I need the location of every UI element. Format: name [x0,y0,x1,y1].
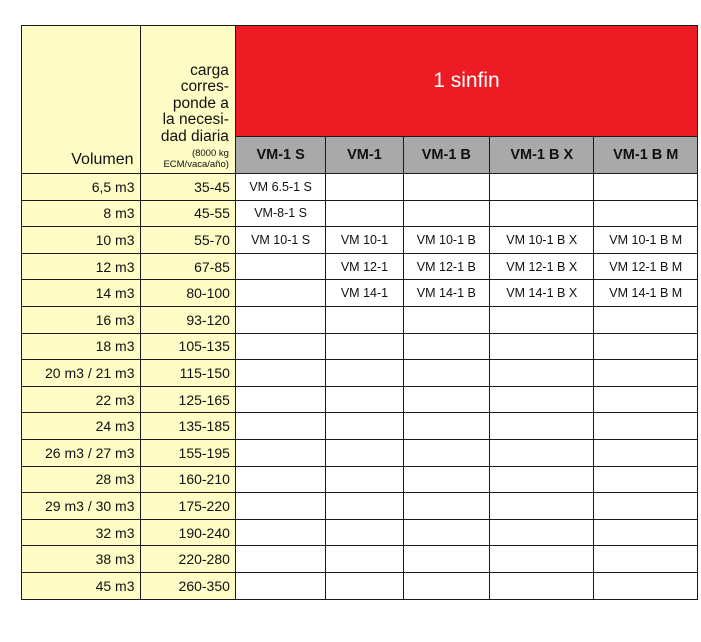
model-cell [326,466,403,493]
model-cell [235,253,325,280]
carga-cell: 125-165 [140,386,235,413]
model-cell [594,333,698,360]
model-cell [490,466,594,493]
table-row [22,466,698,493]
model-cell [326,200,403,227]
model-cell [235,439,325,466]
model-cell [235,360,325,387]
model-cell [326,333,403,360]
table-row [22,519,698,546]
volumen-cell: 29 m3 / 30 m3 [22,493,141,520]
model-header-vm-1: VM-1 [326,137,403,174]
model-cell [326,572,403,599]
model-cell [235,306,325,333]
volumen-cell: 38 m3 [22,546,141,573]
model-cell: VM 14-1 B X [490,280,594,307]
carga-cell: 160-210 [140,466,235,493]
model-cell [326,493,403,520]
carga-cell: 80-100 [140,280,235,307]
model-header-vm-1-b-m: VM-1 B M [594,137,698,174]
model-cell [326,439,403,466]
model-cell: VM 12-1 B X [490,253,594,280]
volumen-cell: 16 m3 [22,306,141,333]
model-cell [594,360,698,387]
model-cell [490,493,594,520]
model-cell [490,386,594,413]
model-header-vm-1-s: VM-1 S [235,137,325,174]
table-row [22,280,698,307]
volumen-cell: 12 m3 [22,253,141,280]
model-selection-table [21,25,698,600]
carga-cell: 135-185 [140,413,235,440]
model-cell: VM 14-1 B [403,280,489,307]
model-cell: VM 10-1 B X [490,227,594,254]
volumen-cell: 24 m3 [22,413,141,440]
model-cell [403,519,489,546]
model-header-vm-1-b-x: VM-1 B X [490,137,594,174]
carga-cell: 175-220 [140,493,235,520]
model-cell [235,333,325,360]
model-cell [594,200,698,227]
model-cell [490,519,594,546]
model-cell [326,360,403,387]
model-cell [235,519,325,546]
model-cell [403,439,489,466]
model-cell [594,439,698,466]
model-cell [403,200,489,227]
model-cell [235,546,325,573]
model-cell [326,413,403,440]
model-cell [235,466,325,493]
model-cell [403,174,489,201]
carga-cell: 105-135 [140,333,235,360]
model-cell: VM 10-1 B [403,227,489,254]
volumen-cell: 8 m3 [22,200,141,227]
model-cell [490,333,594,360]
table-row [22,386,698,413]
table-row [22,439,698,466]
carga-cell: 93-120 [140,306,235,333]
model-cell [490,306,594,333]
model-cell [490,413,594,440]
model-cell: VM 10-1 B M [594,227,698,254]
model-cell: VM 12-1 B [403,253,489,280]
table-row [22,174,698,201]
model-cell [594,413,698,440]
model-cell [403,493,489,520]
carga-header-label: carga corres- ponde a la necesi- dad diaria [160,61,229,145]
model-cell [235,386,325,413]
model-cell: VM-8-1 S [235,200,325,227]
carga-cell: 155-195 [140,439,235,466]
model-cell [403,360,489,387]
volumen-cell: 26 m3 / 27 m3 [22,439,141,466]
model-cell [594,386,698,413]
volumen-cell: 28 m3 [22,466,141,493]
model-cell [490,200,594,227]
model-cell [594,493,698,520]
model-cell [594,466,698,493]
volumen-cell: 10 m3 [22,227,141,254]
model-cell [490,174,594,201]
model-cell [403,386,489,413]
model-cell: VM 6.5-1 S [235,174,325,201]
model-cell: VM 14-1 B M [594,280,698,307]
volumen-cell: 45 m3 [22,572,141,599]
volumen-cell: 32 m3 [22,519,141,546]
carga-cell: 55-70 [140,227,235,254]
model-header-vm-1-b: VM-1 B [403,137,489,174]
model-cell [490,360,594,387]
model-cell [235,280,325,307]
model-cell [594,546,698,573]
table-row [22,200,698,227]
carga-cell: 260-350 [140,572,235,599]
model-cell [594,572,698,599]
carga-header [140,26,235,174]
carga-cell: 115-150 [140,360,235,387]
table-row [22,333,698,360]
model-cell [235,572,325,599]
model-cell [594,306,698,333]
carga-cell: 190-240 [140,519,235,546]
model-cell [235,493,325,520]
carga-cell: 67-85 [140,253,235,280]
volumen-cell: 22 m3 [22,386,141,413]
model-cell [326,519,403,546]
model-cell: VM 12-1 B M [594,253,698,280]
model-cell [326,174,403,201]
table-row [22,227,698,254]
model-cell: VM 14-1 [326,280,403,307]
volumen-cell: 14 m3 [22,280,141,307]
model-cell: VM 10-1 S [235,227,325,254]
model-cell [235,413,325,440]
model-cell: VM 12-1 [326,253,403,280]
volumen-cell: 6,5 m3 [22,174,141,201]
model-cell [403,306,489,333]
model-cell [326,306,403,333]
volumen-cell: 20 m3 / 21 m3 [22,360,141,387]
model-cell [403,572,489,599]
model-cell [594,519,698,546]
model-cell [403,413,489,440]
carga-cell: 220-280 [140,546,235,573]
model-cell [490,546,594,573]
table-row [22,546,698,573]
model-cell [490,572,594,599]
table-row [22,360,698,387]
carga-cell: 35-45 [140,174,235,201]
model-cell: VM 10-1 [326,227,403,254]
volumen-header: Volumen [22,26,141,174]
table-row [22,493,698,520]
volumen-cell: 18 m3 [22,333,141,360]
table-row [22,572,698,599]
model-cell [326,546,403,573]
table-row [22,253,698,280]
carga-header-note: (8000 kg ECM/vaca/año) [163,148,229,170]
model-cell [326,386,403,413]
model-cell [403,333,489,360]
model-cell [490,439,594,466]
sinfin-banner: 1 sinfin [235,26,697,137]
model-cell [594,174,698,201]
table-row [22,306,698,333]
carga-cell: 45-55 [140,200,235,227]
table-row [22,413,698,440]
model-cell [403,546,489,573]
model-cell [403,466,489,493]
